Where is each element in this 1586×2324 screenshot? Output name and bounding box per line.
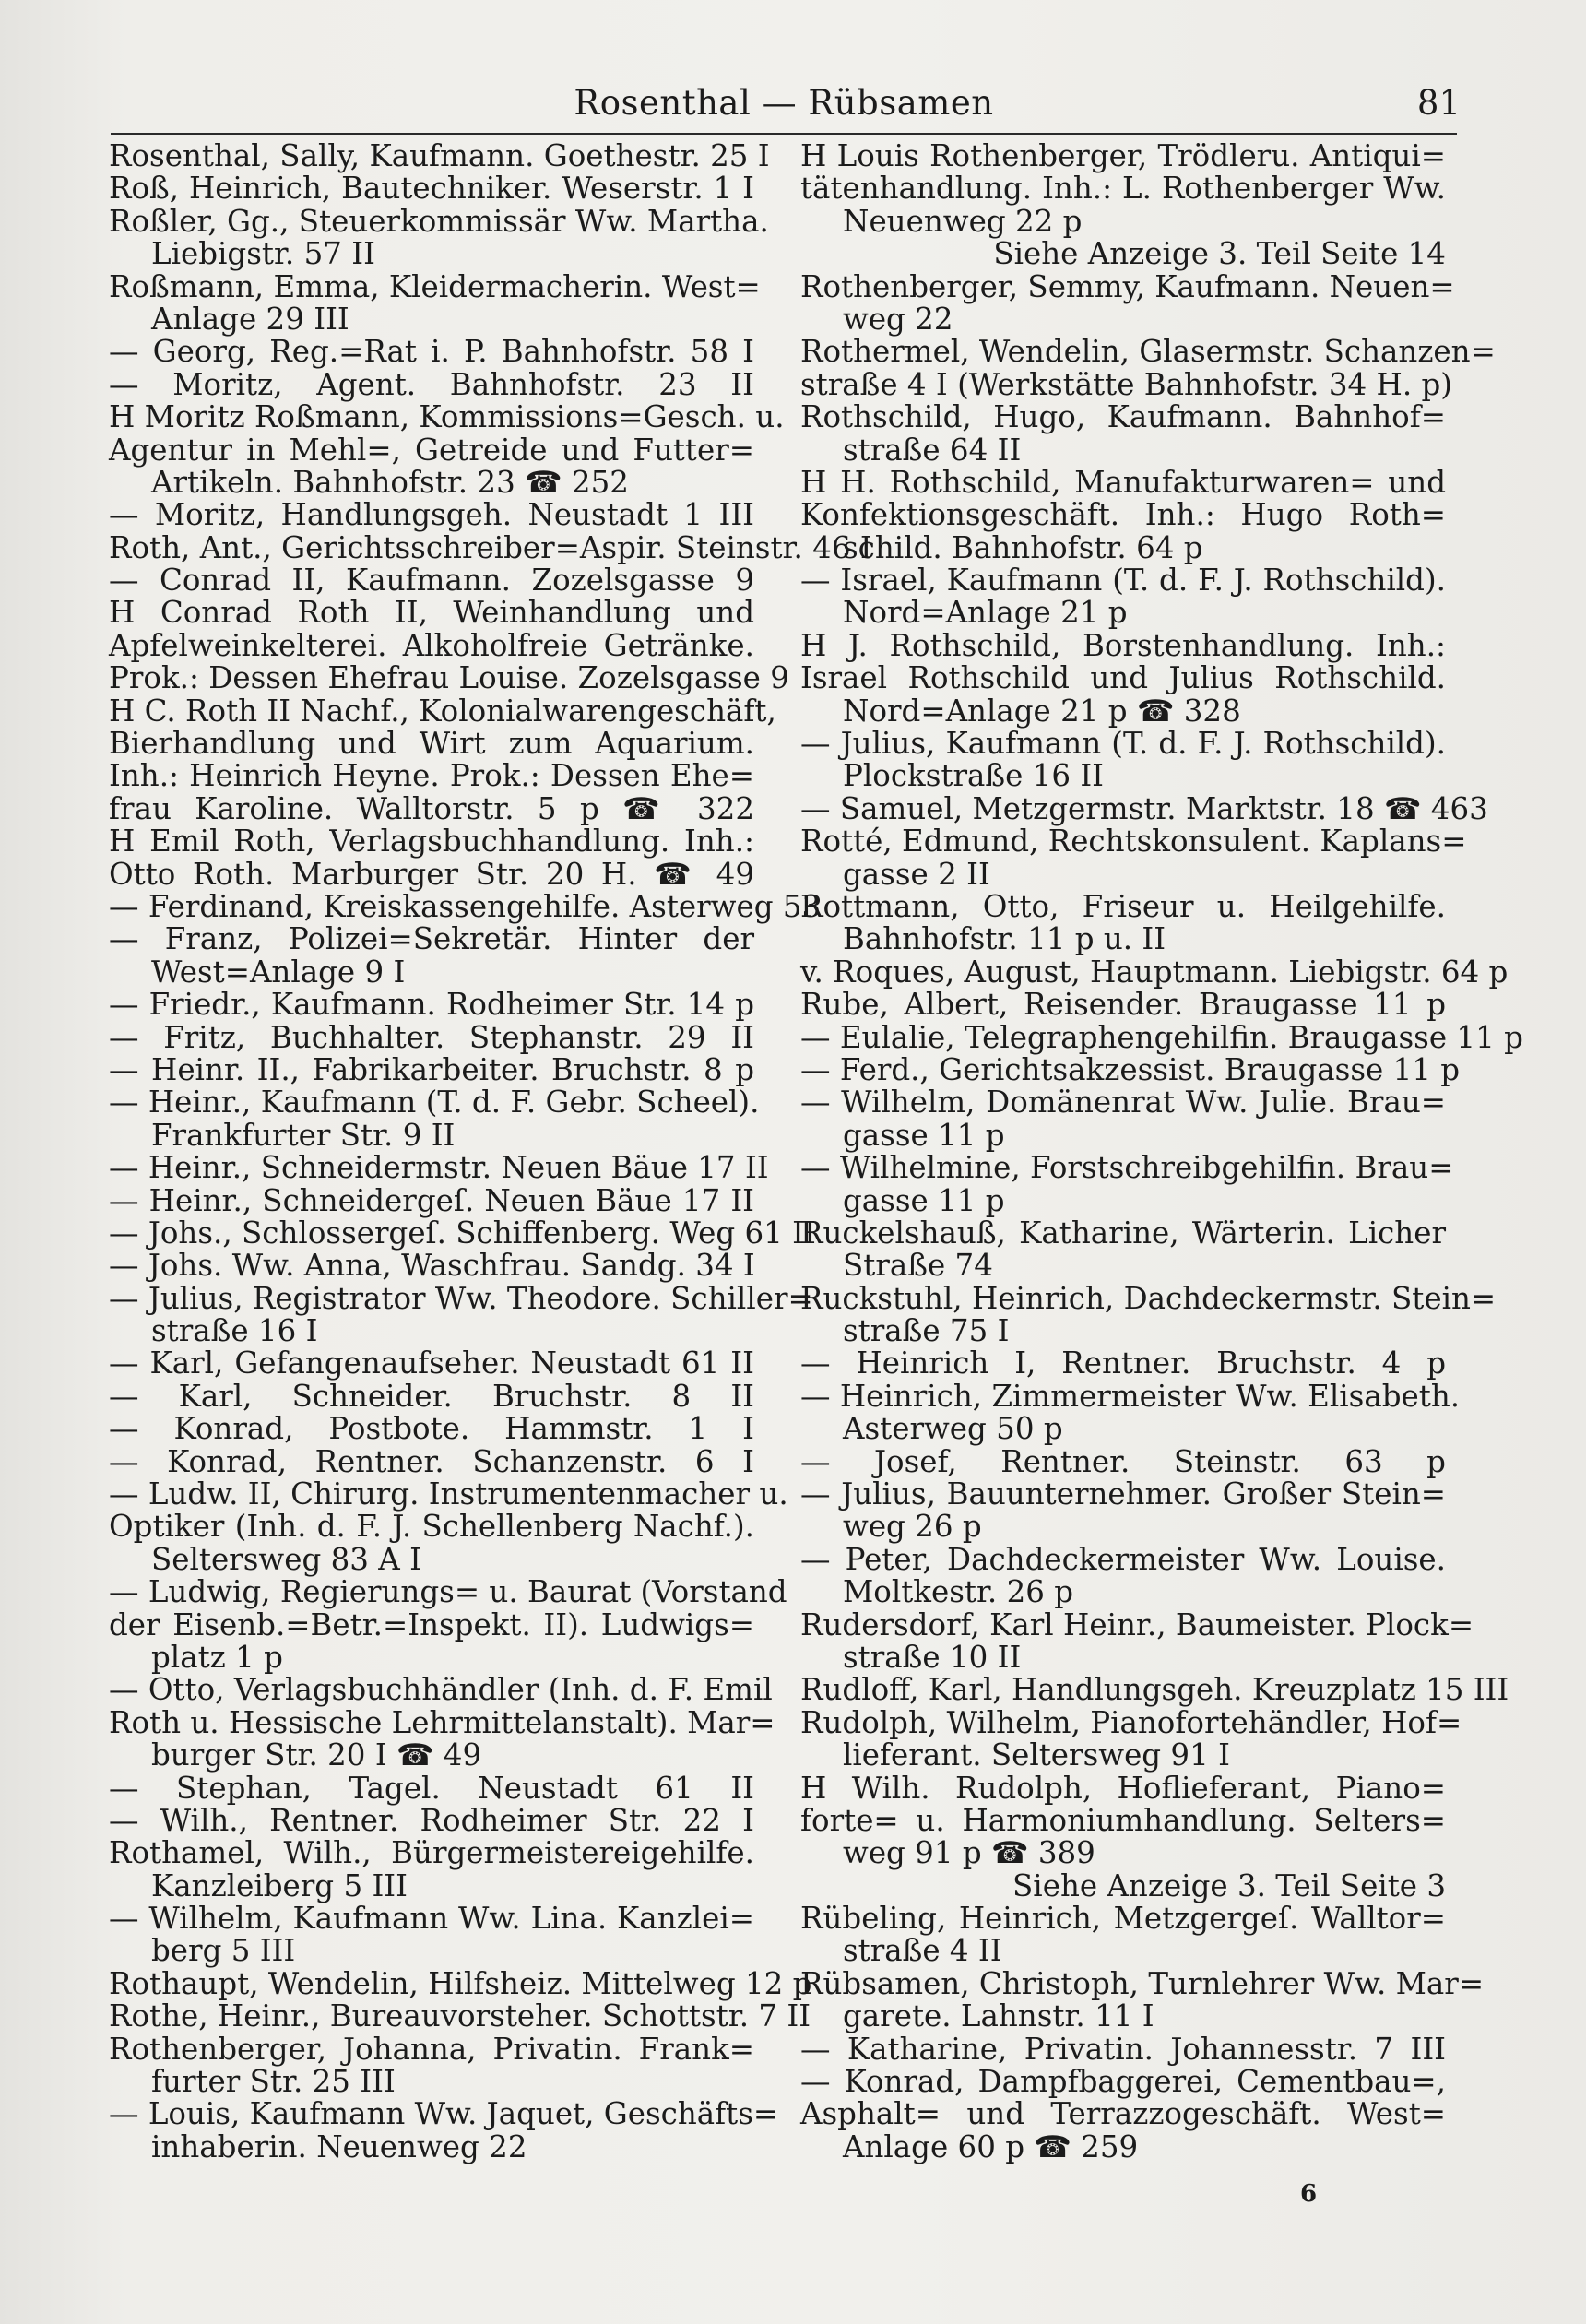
entry-line: — Moritz, Handlungsgeh. Neustadt 1 III [109,497,754,533]
entry-line: — Wilhelm, Kaufmann Ww. Lina. Kanzlei= [109,1901,754,1937]
entry-line: Siehe Anzeige 3. Teil Seite 3 [1012,1868,1446,1903]
entry-line: Kanzleiberg 5 III [151,1868,408,1903]
entry-line: Rothamel, Wilh., Bürgermeistereigehilfe. [109,1835,754,1871]
entry-line: weg 22 [843,301,953,337]
entry-line: — Wilhelmine, Forstschreibgehilfin. Brau= [800,1150,1454,1186]
entry-line: schild. Bahnhofstr. 64 p [843,529,1203,565]
entry-line: Straße 74 [843,1248,993,1284]
entry-line: — Julius, Bauunternehmer. Großer Stein= [800,1476,1446,1512]
entry-line: — Friedr., Kaufmann. Rodheimer Str. 14 p [109,987,754,1023]
entry-line: — Johs., Schlossergeſ. Schiffenberg. Weg 61 II [109,1215,816,1251]
page-number: 81 [1416,83,1461,123]
entry-line: Otto Roth. Marburger Str. 20 H. ☎ 49 [109,856,754,892]
entry-line: weg 91 p ☎ 389 [843,1835,1095,1871]
entry-line: Bahnhofstr. 11 p u. II [843,921,1166,957]
entry-line: — Katharine, Privatin. Johannesstr. 7 III [800,2031,1446,2067]
entry-line: West=Anlage 9 I [151,954,406,990]
entry-line: — Karl, Schneider. Bruchstr. 8 II [109,1378,754,1414]
entry-line: der Eisenb.=Betr.=Inspekt. II). Ludwigs= [109,1607,754,1642]
entry-line: — Heinrich, Zimmermeister Ww. Elisabeth. [800,1378,1461,1414]
entry-line: — Otto, Verlagsbuchhändler (Inh. d. F. Emil [109,1672,773,1708]
entry-line: Bierhandlung und Wirt zum Aquarium. [109,726,754,762]
entry-line: forte= u. Harmoniumhandlung. Selters= [800,1802,1446,1838]
entry-line: Rube, Albert, Reisender. Braugasse 11 p [800,987,1446,1023]
entry-line: H Emil Roth, Verlagsbuchhandlung. Inh.: [109,824,754,860]
entry-line: H Louis Rothenberger, Trödleru. Antiqui= [800,138,1446,173]
entry-line: — Ferd., Gerichtsakzessist. Braugasse 11 p [800,1051,1461,1087]
entry-line: Asphalt= und Terrazzogeschäft. West= [800,2096,1446,2132]
entry-line: inhaberin. Neuenweg 22 [151,2128,527,2164]
entry-line: Rudersdorf, Karl Heinr., Baumeister. Plock= [800,1607,1474,1642]
entry-line: — Konrad, Rentner. Schanzenstr. 6 I [109,1443,754,1479]
entry-line: H Moritz Roßmann, Kommissions=Gesch. u. [109,399,785,435]
entry-line: Rübeling, Heinrich, Metzgergeſ. Walltor= [800,1901,1446,1937]
entry-line: straße 10 II [843,1639,1022,1675]
entry-line: Artikeln. Bahnhofstr. 23 ☎ 252 [151,464,629,500]
entry-line: Rothermel, Wendelin, Glasermstr. Schanzen= [800,334,1496,370]
entry-line: straße 75 I [843,1313,1010,1349]
entry-line: — Moritz, Agent. Bahnhofstr. 23 II [109,366,754,402]
entry-line: — Karl, Gefangenaufseher. Neustadt 61 II [109,1346,754,1381]
entry-line: H H. Rothschild, Manufakturwaren= und [800,464,1446,500]
entry-line: Rothaupt, Wendelin, Hilfsheiz. Mittelweg 12 p [109,1965,812,2001]
entry-line: — Ludw. II, Chirurg. Instrumentenmacher u. [109,1476,788,1512]
entry-line: v. Roques, August, Hauptmann. Liebigstr. 64 p [800,954,1509,990]
entry-line: Prok.: Dessen Ehefrau Louise. Zozelsgasse 9 [109,660,789,696]
entry-line: frau Karoline. Walltorstr. 5 p ☎ 322 [109,790,754,826]
entry-line: furter Str. 25 III [151,2064,396,2100]
entry-line: Rothschild, Hugo, Kaufmann. Bahnhof= [800,399,1446,435]
entry-line: Rudolph, Wilhelm, Pianofortehändler, Hof= [800,1704,1462,1740]
entry-line: burger Str. 20 I ☎ 49 [151,1737,482,1773]
entry-line: — Fritz, Buchhalter. Stephanstr. 29 II [109,1019,754,1055]
entry-line: berg 5 III [151,1933,296,1969]
entry-line: H Wilh. Rudolph, Hoflieferant, Piano= [800,1770,1446,1806]
entry-line: Nord=Anlage 21 p [843,595,1128,631]
entry-line: — Heinrich I, Rentner. Bruchstr. 4 p [800,1346,1446,1381]
entry-line: — Conrad II, Kaufmann. Zozelsgasse 9 [109,563,754,599]
entry-line: — Samuel, Metzgermstr. Marktstr. 18 ☎ 463 [800,790,1488,826]
entry-line: Moltkestr. 26 p [843,1574,1074,1610]
entry-line: straße 64 II [843,432,1022,468]
entry-line: lieferant. Seltersweg 91 I [843,1737,1230,1773]
entry-line: — Wilhelm, Domänenrat Ww. Julie. Brau= [800,1085,1446,1120]
entry-line: — Josef, Rentner. Steinstr. 63 p [800,1443,1446,1479]
page-header [111,77,1461,135]
entry-line: straße 16 I [151,1313,318,1349]
entry-line: Frankfurter Str. 9 II [151,1117,456,1153]
entry-line: Rübsamen, Christoph, Turnlehrer Ww. Mar= [800,1965,1485,2001]
entry-line: — Eulalie, Telegraphengehilfin. Braugasse 11 p [800,1019,1523,1055]
entry-line: straße 4 II [843,1933,1002,1969]
entry-line: Roth u. Hessische Lehrmittelanstalt). Mar= [109,1704,775,1740]
entry-line: Roßmann, Emma, Kleidermacherin. West= [109,268,761,304]
entry-line: gasse 2 II [843,856,990,892]
entry-line: Rosenthal, Sally, Kaufmann. Goethestr. 25 I [109,138,770,173]
entry-line: — Konrad, Postbote. Hammstr. 1 I [109,1411,754,1447]
entry-line: Plockstraße 16 II [843,758,1105,794]
entry-line: — Heinr., Schneidermstr. Neuen Bäue 17 II [109,1150,769,1186]
right-column [800,138,1523,2164]
entry-line: Seltersweg 83 A I [151,1541,421,1577]
entry-line: — Georg, Reg.=Rat i. P. Bahnhofstr. 58 I [109,334,754,370]
entry-line: Rothe, Heinr., Bureauvorsteher. Schottstr. 7 II [109,1998,811,2034]
entry-line: — Stephan, Tagel. Neustadt 61 II [109,1770,754,1806]
entry-line: Roß, Heinrich, Bautechniker. Weserstr. 1 I [109,171,754,207]
entry-line: — Ferdinand, Kreiskassengehilfe. Asterweg 53 [109,888,822,924]
entry-line: Rottmann, Otto, Friseur u. Heilgehilfe. [800,888,1446,924]
entry-line: H Conrad Roth II, Weinhandlung und [109,595,754,631]
entry-line: platz 1 p [151,1639,283,1675]
entry-line: — Louis, Kaufmann Ww. Jaquet, Geschäfts= [109,2096,779,2132]
entry-line: Rothenberger, Johanna, Privatin. Frank= [109,2031,754,2067]
entry-line: Optiker (Inh. d. F. J. Schellenberg Nachf.). [109,1509,754,1545]
entry-line: Nord=Anlage 21 p ☎ 328 [843,693,1241,729]
left-column [109,138,872,2164]
entry-line: Rothenberger, Semmy, Kaufmann. Neuen= [800,268,1455,304]
entry-line: — Heinr. II., Fabrikarbeiter. Bruchstr. 8 p [109,1051,754,1087]
entry-line: — Wilh., Rentner. Rodheimer Str. 22 I [109,1802,754,1838]
entry-line: — Heinr., Kaufmann (T. d. F. Gebr. Scheel). [109,1085,760,1120]
entry-line: — Franz, Polizei=Sekretär. Hinter der [109,921,754,957]
signature-mark: 6 [1300,2180,1318,2208]
entry-line: Inh.: Heinrich Heyne. Prok.: Dessen Ehe= [109,758,754,794]
entry-line: — Israel, Kaufmann (T. d. F. J. Rothschild). [800,563,1446,599]
entry-line: gasse 11 p [843,1117,1005,1153]
entry-line: Agentur in Mehl=, Getreide und Futter= [109,432,754,468]
entry-line: Ruckelshauß, Katharine, Wärterin. Licher [800,1215,1446,1251]
entry-line: Apfelweinkelterei. Alkoholfreie Getränke. [109,627,754,663]
entry-line: Israel Rothschild und Julius Rothschild. [800,660,1446,696]
entry-line: Roßler, Gg., Steuerkommissär Ww. Martha. [109,203,769,239]
entry-line: — Heinr., Schneidergeſ. Neuen Bäue 17 II [109,1182,754,1218]
entry-line: Siehe Anzeige 3. Teil Seite 14 [993,236,1446,272]
entry-line: weg 26 p [843,1509,982,1545]
entry-line: Rudloff, Karl, Handlungsgeh. Kreuzplatz 15 III [800,1672,1509,1708]
entry-line: Anlage 29 III [151,301,349,337]
entry-line: — Julius, Kaufmann (T. d. F. J. Rothschild). [800,726,1446,762]
entry-line: straße 4 I (Werkstätte Bahnhofstr. 34 H. p) [800,366,1452,402]
entry-line: — Peter, Dachdeckermeister Ww. Louise. [800,1541,1446,1577]
entry-line: Asterweg 50 p [843,1411,1063,1447]
running-head: Rosenthal — Rübsamen [574,83,994,123]
entry-line: — Konrad, Dampfbaggerei, Cementbau=, [800,2064,1446,2100]
entry-line: Rotté, Edmund, Rechtskonsulent. Kaplans= [800,824,1467,860]
entry-line: H J. Rothschild, Borstenhandlung. Inh.: [800,627,1446,663]
entry-line: Anlage 60 p ☎ 259 [843,2128,1139,2164]
entry-line: garete. Lahnstr. 11 I [843,1998,1154,2034]
entry-line: Ruckstuhl, Heinrich, Dachdeckermstr. Stein= [800,1280,1497,1316]
entry-line: — Johs. Ww. Anna, Waschfrau. Sandg. 34 I [109,1248,755,1284]
entry-line: tätenhandlung. Inh.: L. Rothenberger Ww. [800,171,1446,207]
entry-line: Liebigstr. 57 II [151,236,375,272]
entry-line: — Ludwig, Regierungs= u. Baurat (Vorstand [109,1574,787,1610]
entry-line: — Julius, Registrator Ww. Theodore. Schiller= [109,1280,813,1316]
entry-line: Roth, Ant., Gerichtsschreiber=Aspir. Steinstr. 46 I [109,529,872,565]
entry-line: H C. Roth II Nachf., Kolonialwarengeschäft, [109,693,776,729]
entry-line: Neuenweg 22 p [843,203,1083,239]
entry-line: gasse 11 p [843,1182,1005,1218]
entry-line: Konfektionsgeschäft. Inh.: Hugo Roth= [800,497,1446,533]
